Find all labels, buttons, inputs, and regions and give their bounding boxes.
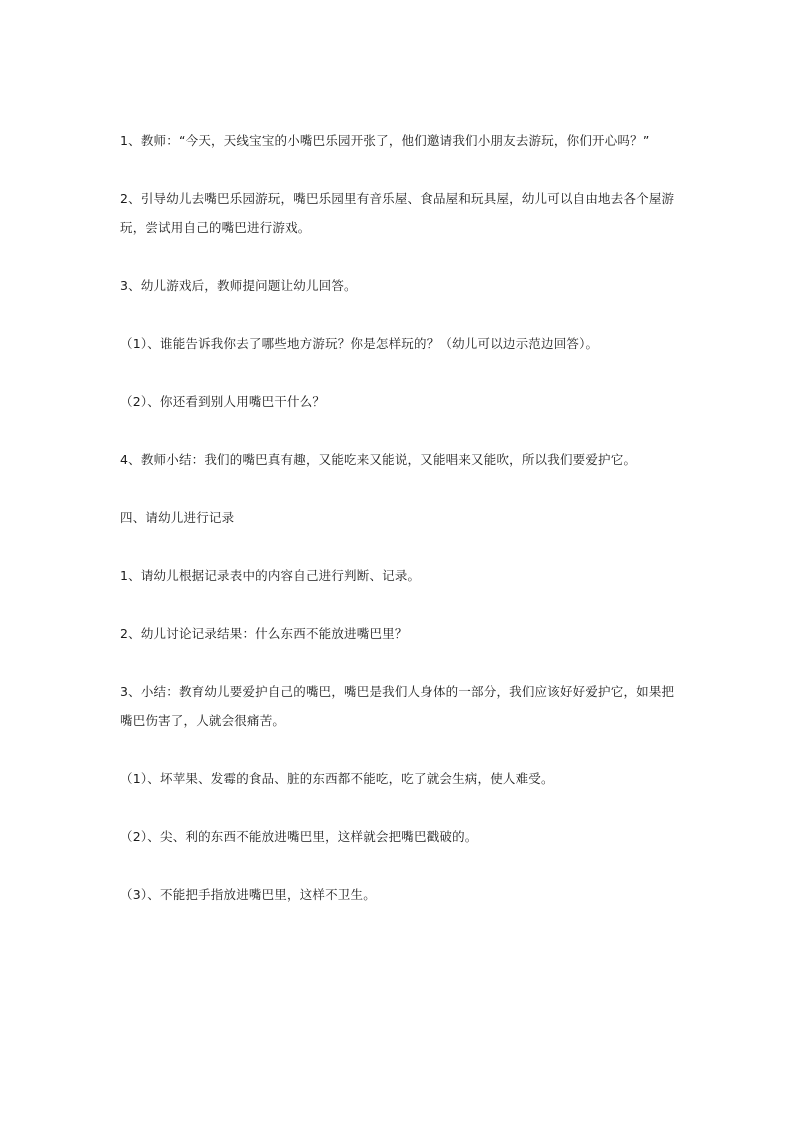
paragraph-2: 2、引导幼儿去嘴巴乐园游玩，嘴巴乐园里有音乐屋、食品屋和玩具屋，幼儿可以自由地去各个屋游玩，尝试用自己的嘴巴进行游戏。: [120, 191, 675, 235]
paragraph-8: 2、幼儿讨论记录结果：什么东西不能放进嘴巴里？: [120, 626, 408, 641]
paragraph-1: 1、教师：“今天，天线宝宝的小嘴巴乐园开张了，他们邀请我们小朋友去游玩，你们开心吗？”: [120, 133, 650, 148]
paragraph-5: （2）、你还看到别人用嘴巴干什么？: [120, 394, 326, 409]
paragraph-3: 3、幼儿游戏后，教师提问题让幼儿回答。: [120, 278, 357, 293]
document-body: [120, 126, 680, 909]
paragraph-9: 3、小结：教育幼儿要爱护自己的嘴巴，嘴巴是我们人身体的一部分，我们应该好好爱护它，如果把嘴巴伤害了，人就会很痛苦。: [120, 684, 675, 728]
paragraph-7: 1、请幼儿根据记录表中的内容自己进行判断、记录。: [120, 568, 421, 583]
paragraph-11: （2）、尖、利的东西不能放进嘴巴里，这样就会把嘴巴戳破的。: [120, 829, 478, 844]
paragraph-4: （1）、谁能告诉我你去了哪些地方游玩？你是怎样玩的？（幼儿可以边示范边回答）。: [120, 336, 599, 351]
section-heading-4: 四、请幼儿进行记录: [120, 510, 235, 525]
paragraph-12: （3）、不能把手指放进嘴巴里，这样不卫生。: [120, 887, 376, 902]
paragraph-6: 4、教师小结：我们的嘴巴真有趣，又能吃来又能说，又能唱来又能吹，所以我们要爱护它。: [120, 452, 637, 467]
paragraph-10: （1）、坏苹果、发霉的食品、脏的东西都不能吃，吃了就会生病，使人难受。: [120, 771, 554, 786]
